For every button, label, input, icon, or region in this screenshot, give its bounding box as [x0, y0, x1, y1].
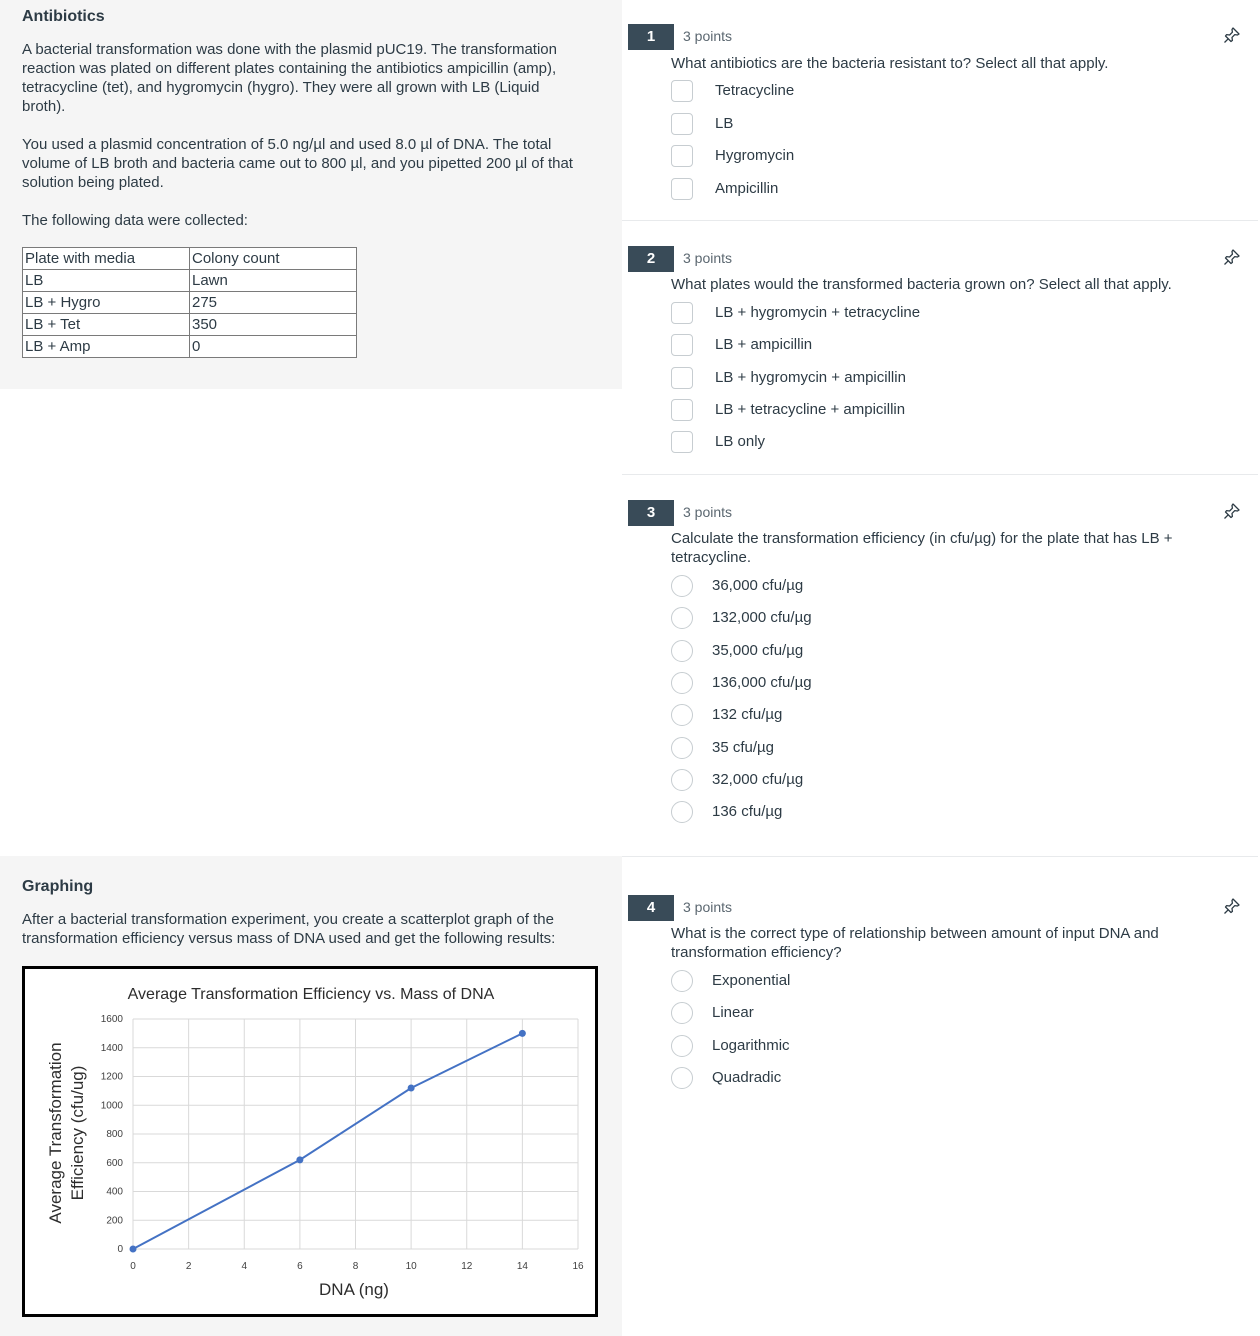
chart-y-tick-label: 600 — [106, 1157, 123, 1169]
question-text-line: transformation efficiency? — [671, 944, 842, 961]
table-cell: Lawn — [190, 270, 357, 292]
question-divider — [622, 220, 1258, 221]
checkbox-option[interactable] — [671, 430, 1071, 454]
chart-x-tick-label: 16 — [572, 1261, 584, 1272]
radio-option[interactable] — [671, 639, 1071, 663]
option-label[interactable]: LB only — [715, 433, 766, 450]
option-label[interactable]: 136,000 cfu/µg — [712, 674, 812, 691]
chart-y-tick-label: 200 — [106, 1215, 123, 1227]
radio-option[interactable] — [671, 574, 1071, 598]
checkbox-option[interactable] — [671, 366, 1071, 390]
table-row — [23, 292, 357, 314]
question-text-line: What plates would the transformed bacteria grown on? Select all that apply. — [671, 276, 1172, 293]
table-cell: LB + Hygro — [23, 292, 190, 314]
table-cell: 275 — [190, 292, 357, 314]
question-divider — [622, 474, 1258, 475]
stimulus-paragraph-3: The following data were collected: — [22, 212, 248, 229]
checkbox[interactable] — [671, 145, 693, 167]
checkbox-option[interactable] — [671, 144, 1071, 168]
question-text — [671, 54, 1231, 73]
chart-x-tick-label: 2 — [185, 1261, 192, 1272]
radio-button[interactable] — [671, 737, 693, 759]
radio-option[interactable] — [671, 969, 1071, 993]
stimulus-paragraph-1: A bacterial transformation was done with the plasmid pUC19. The transformation reaction was plated on different plates containing the antibiotics ampicillin (amp), tetracycline (tet), and hygromycin (hygro). They were all grown with LB (Liquid broth). — [22, 41, 557, 115]
question-number: 2 — [628, 246, 674, 272]
radio-option[interactable] — [671, 606, 1071, 630]
table-row — [23, 270, 357, 292]
option-label[interactable]: Logarithmic — [712, 1037, 790, 1054]
radio-button[interactable] — [671, 672, 693, 694]
stimulus-paragraph: After a bacterial transformation experiment, you create a scatterplot graph of the transformation efficiency versus mass of DNA used and get the following results: — [22, 911, 556, 947]
radio-option[interactable] — [671, 1001, 1071, 1025]
question-text-line: tetracycline. — [671, 549, 752, 566]
checkbox[interactable] — [671, 431, 693, 453]
option-label[interactable]: 32,000 cfu/µg — [712, 771, 804, 788]
question-number: 4 — [628, 895, 674, 921]
radio-option[interactable] — [671, 1066, 1071, 1090]
stimulus-paragraph-2: You used a plasmid concentration of 5.0 ng/µl and used 8.0 µl of DNA. The total volume of LB broth and bacteria came out to 800 µl, and you pipetted 200 µl of that solution being plated. — [22, 136, 573, 191]
chart-x-tick-label: 4 — [241, 1261, 248, 1272]
question-text — [671, 924, 1231, 962]
table-header-row — [23, 248, 357, 270]
chart-y-tick-label: 1400 — [100, 1042, 123, 1054]
chart-x-tick-label: 8 — [352, 1261, 359, 1272]
radio-button[interactable] — [671, 1002, 693, 1024]
colony-data-table — [22, 247, 357, 358]
table-cell: 0 — [190, 336, 357, 358]
table-header: Plate with media — [23, 248, 190, 270]
chart-y-tick-label: 400 — [106, 1186, 123, 1198]
question-text-line: What antibiotics are the bacteria resistant to? Select all that apply. — [671, 55, 1109, 72]
radio-button[interactable] — [671, 640, 693, 662]
checkbox[interactable] — [671, 399, 693, 421]
chart-x-axis-label: DNA (ng) — [319, 1280, 389, 1299]
pin-icon[interactable] — [1222, 25, 1242, 45]
table-cell: LB — [23, 270, 190, 292]
option-label[interactable]: Exponential — [712, 972, 791, 989]
option-label[interactable]: 132,000 cfu/µg — [712, 609, 812, 626]
question-number: 3 — [628, 500, 674, 526]
question-points: 3 points — [683, 250, 733, 266]
radio-option[interactable] — [671, 1034, 1071, 1058]
radio-option[interactable] — [671, 736, 1071, 760]
radio-option[interactable] — [671, 800, 1071, 824]
table-row — [23, 336, 357, 358]
checkbox[interactable] — [671, 113, 693, 135]
question-points: 3 points — [683, 899, 733, 915]
chart-data-point — [296, 1156, 303, 1163]
radio-button[interactable] — [671, 607, 693, 629]
radio-button[interactable] — [671, 970, 693, 992]
chart-x-tick-label: 6 — [297, 1261, 303, 1272]
option-label[interactable]: Quadradic — [712, 1069, 782, 1086]
question-divider — [622, 856, 1258, 857]
checkbox-option[interactable] — [671, 112, 1071, 136]
option-label[interactable]: Linear — [712, 1004, 754, 1021]
option-label[interactable]: Ampicillin — [715, 180, 779, 197]
question-number: 1 — [628, 24, 674, 50]
option-label[interactable]: 35,000 cfu/µg — [712, 642, 804, 659]
pin-icon[interactable] — [1222, 501, 1242, 521]
stimulus-title: Graphing — [22, 878, 94, 895]
chart-y-tick-label: 800 — [106, 1129, 123, 1140]
stimulus-title: Antibiotics — [22, 8, 105, 25]
checkbox-option[interactable] — [671, 301, 1071, 325]
question-text — [671, 275, 1231, 294]
radio-button[interactable] — [671, 1067, 693, 1089]
table-row — [23, 314, 357, 336]
checkbox[interactable] — [671, 178, 693, 200]
efficiency-chart — [25, 969, 595, 1314]
radio-button[interactable] — [671, 801, 693, 823]
checkbox-option[interactable] — [671, 177, 1071, 201]
option-label[interactable]: LB + ampicillin — [715, 336, 813, 353]
chart-data-point — [130, 1246, 137, 1253]
table-header: Colony count — [190, 248, 357, 270]
chart-frame — [22, 966, 598, 1317]
radio-button[interactable] — [671, 1035, 693, 1057]
option-label[interactable]: 35 cfu/µg — [712, 739, 775, 756]
question-text-line: What is the correct type of relationship between amount of input DNA and — [671, 925, 1159, 942]
radio-button[interactable] — [671, 704, 693, 726]
pin-icon[interactable] — [1222, 247, 1242, 267]
chart-y-axis-label-line: Efficiency (cfu/ug) — [68, 1065, 87, 1201]
radio-option[interactable] — [671, 703, 1071, 727]
chart-series-line — [133, 1033, 522, 1249]
option-label[interactable]: 136 cfu/µg — [712, 803, 783, 820]
option-label[interactable]: Hygromycin — [715, 147, 795, 164]
checkbox[interactable] — [671, 80, 693, 102]
checkbox[interactable] — [671, 334, 693, 356]
option-label[interactable]: 132 cfu/µg — [712, 706, 783, 723]
chart-x-tick-label: 14 — [516, 1261, 528, 1272]
checkbox-option[interactable] — [671, 79, 1071, 103]
chart-x-tick-label: 10 — [405, 1261, 417, 1272]
chart-y-tick-label: 0 — [117, 1244, 123, 1255]
option-label[interactable]: 36,000 cfu/µg — [712, 577, 804, 594]
question-text — [671, 529, 1231, 567]
table-cell: 350 — [190, 314, 357, 336]
option-label[interactable]: Tetracycline — [715, 82, 795, 99]
table-cell: LB + Amp — [23, 336, 190, 358]
option-label[interactable]: LB + hygromycin + tetracycline — [715, 304, 921, 321]
question-points: 3 points — [683, 504, 733, 520]
chart-title: Average Transformation Efficiency vs. Mass of DNA — [127, 986, 495, 1003]
chart-y-axis-label-line: Average Transformation — [46, 1042, 65, 1224]
chart-x-tick-label: 12 — [461, 1261, 473, 1272]
question-points: 3 points — [683, 28, 733, 44]
chart-y-tick-label: 1600 — [100, 1014, 123, 1025]
chart-y-tick-label: 1200 — [100, 1071, 123, 1083]
chart-data-point — [408, 1085, 415, 1092]
radio-button[interactable] — [671, 769, 693, 791]
chart-x-tick-label: 0 — [130, 1261, 136, 1272]
chart-y-axis-label — [46, 1042, 87, 1223]
chart-data-point — [519, 1030, 526, 1037]
radio-button[interactable] — [671, 575, 693, 597]
radio-option[interactable] — [671, 768, 1071, 792]
option-label[interactable]: LB — [715, 115, 734, 132]
checkbox[interactable] — [671, 302, 693, 324]
radio-option[interactable] — [671, 671, 1071, 695]
pin-icon[interactable] — [1222, 896, 1242, 916]
chart-y-tick-label: 1000 — [100, 1100, 123, 1112]
table-cell: LB + Tet — [23, 314, 190, 336]
checkbox[interactable] — [671, 367, 693, 389]
checkbox-option[interactable] — [671, 398, 1071, 422]
question-text-line: Calculate the transformation efficiency (in cfu/µg) for the plate that has LB + — [671, 530, 1173, 547]
option-label[interactable]: LB + hygromycin + ampicillin — [715, 369, 906, 386]
checkbox-option[interactable] — [671, 333, 1071, 357]
option-label[interactable]: LB + tetracycline + ampicillin — [715, 401, 906, 418]
